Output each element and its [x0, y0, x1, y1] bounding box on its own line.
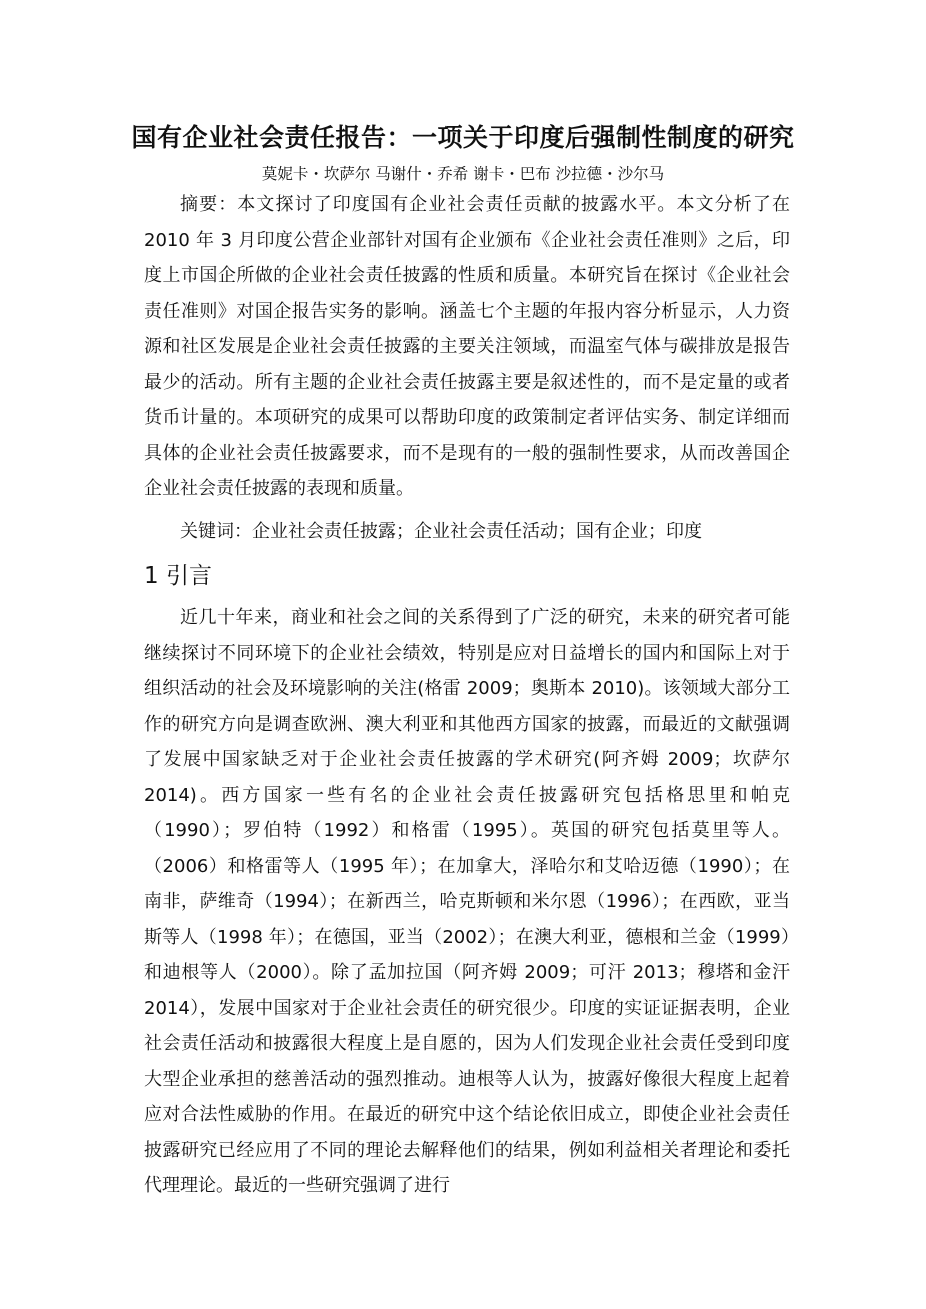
abstract-label: 摘要： [180, 194, 238, 215]
introduction-paragraph: 近几十年来，商业和社会之间的关系得到了广泛的研究，未来的研究者可能继续探讨不同环境下的企业社会绩效，特别是应对日益增长的国内和国际上对于组织活动的社会及环境影响的关注(格雷 2009；奥斯本 2010)。该领域大部分工作的研究方向是调查欧洲、澳大利亚和其他西方国家的披露，而最近的文献强调了发展中国家缺乏对于企业社会责任披露的学术研究(阿齐姆 2009；坎萨尔 2014)。西方国家一些有名的企业社会责任披露研究包括格思里和帕克（1990）；罗伯特（1992）和格雷（1995）。英国的研究包括莫里等人。（2006）和格雷等人（1995 年）；在加拿大，泽哈尔和艾哈迈德（1990）；在南非，萨维奇（1994）；在新西兰，哈克斯顿和米尔恩（1996）；在西欧，亚当斯等人（1998 年）；在德国，亚当（2002）；在澳大利亚，德根和兰金（1999）和迪根等人（2000）。除了孟加拉国（阿齐姆 2009；可汗 2013；穆塔和金汗 2014），发展中国家对于企业社会责任的研究很少。印度的实证证据表明，企业社会责任活动和披露很大程度上是自愿的，因为人们发现企业社会责任受到印度大型企业承担的慈善活动的强烈推动。迪根等人认为，披露好像很大程度上起着应对合法性威胁的作用。在最近的研究中这个结论依旧成立，即使企业社会责任披露研究已经应用了不同的理论去解释他们的结果，例如利益相关者理论和委托代理理论。最近的一些研究强调了进行 [144, 607, 790, 1196]
abstract-paragraph [144, 187, 790, 507]
abstract-text: 本文探讨了印度国有企业社会责任贡献的披露水平。本文分析了在 2010 年 3 月印度公营企业部针对国有企业颁布《企业社会责任准则》之后，印度上市国企所做的企业社会责任披露的性质和质量。本研究旨在探讨《企业社会责任准则》对国企报告实务的影响。涵盖七个主题的年报内容分析显示，人力资源和社区发展是企业社会责任披露的主要关注领域，而温室气体与碳排放是报告最少的活动。所有主题的企业社会责任披露主要是叙述性的，而不是定量的或者货币计量的。本项研究的成果可以帮助印度的政策制定者评估实务、制定详细而具体的企业社会责任披露要求，而不是现有的一般的强制性要求，从而改善国企企业社会责任披露的表现和质量。 [144, 194, 791, 499]
keywords-label: 关键词： [180, 521, 252, 542]
paper-title: 国有企业社会责任报告：一项关于印度后强制性制度的研究 [131, 123, 795, 152]
keywords-text: 企业社会责任披露；企业社会责任活动；国有企业；印度 [252, 521, 702, 542]
author-list: 莫妮卡・坎萨尔 马谢什・乔希 谢卡・巴布 沙拉德・沙尔马 [261, 165, 665, 183]
keywords-paragraph [144, 514, 790, 550]
section-heading-introduction: 1 引言 [144, 563, 212, 589]
